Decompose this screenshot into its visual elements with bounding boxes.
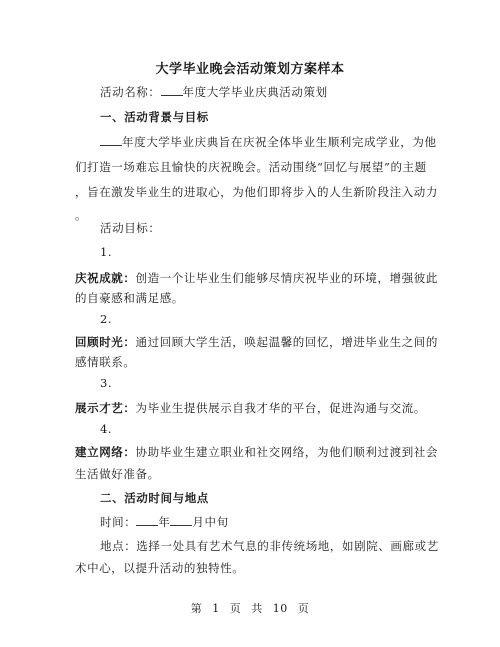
background-line-1 [100, 134, 437, 150]
goal-2-line-2: 感情联系。 [75, 355, 136, 369]
goal-4-text: 协助毕业生建立职业和社交网络，为他们顺利过渡到社会 [135, 445, 438, 459]
time-label: 时间： [100, 515, 137, 529]
goal-4-number: 4. [100, 422, 113, 436]
event-name-value: 年度大学毕业庆典活动策划 [182, 85, 328, 99]
place-line-1: 地点：选择一处具有艺术气息的非传统场地，如剧院、画廊或艺 [100, 539, 439, 553]
background-text-1: 年度大学毕业庆典旨在庆祝全体毕业生顺利完成学业，为他 [122, 135, 437, 149]
goal-1-text: 创造一个让毕业生们能够尽情庆祝毕业的环境，增强彼此 [135, 271, 438, 285]
event-name-label: 活动名称： [100, 85, 161, 99]
footer-ye: 页 [229, 602, 242, 615]
event-name-line [100, 84, 328, 100]
footer-di: 第 [190, 602, 203, 615]
blank-underline [161, 85, 183, 96]
goal-2-text: 通过回顾大学生活，唤起温馨的回忆，增进毕业生之间的 [135, 335, 438, 349]
page-footer [0, 600, 500, 616]
goals-label: 活动目标： [100, 221, 161, 235]
blank-underline [170, 515, 192, 526]
time-year: 年 [158, 515, 171, 529]
goal-2-title: 回顾时光： [75, 335, 136, 349]
blank-underline [136, 515, 158, 526]
time-month: 月中旬 [192, 515, 229, 529]
goal-4-title: 建立网络： [75, 445, 136, 459]
footer-page-number: 1 [212, 602, 220, 615]
blank-underline [100, 135, 122, 146]
document-title: 大学毕业晚会活动策划方案样本 [155, 62, 345, 77]
goal-4-line-2: 生活做好准备。 [75, 467, 160, 481]
goal-3-number: 3. [100, 376, 113, 390]
footer-ye2: 页 [297, 602, 310, 615]
goal-3-text: 为毕业生提供展示自我才华的平台，促进沟通与交流。 [135, 401, 426, 415]
footer-total-pages: 10 [272, 602, 288, 615]
goal-4-line-1 [75, 444, 438, 460]
section1-heading: 一、活动背景与目标 [100, 110, 209, 124]
goal-2-line-1 [75, 334, 438, 350]
place-line-2: 术中心，以提升活动的独特性。 [75, 561, 245, 575]
goal-1-title: 庆祝成就： [75, 271, 136, 285]
footer-gong: 共 [251, 602, 263, 615]
goal-1-line-1 [75, 270, 438, 286]
background-line-3: ，旨在激发毕业生的进取心，为他们即将步入的人生新阶段注入动力 [75, 185, 438, 199]
goal-3-title: 展示才艺： [75, 401, 136, 415]
background-line-4: 。 [75, 208, 88, 222]
background-line-2: 们打造一场难忘且愉快的庆祝晚会。活动围绕“回忆与展望”的主题 [75, 160, 427, 174]
goal-2-number: 2. [100, 312, 113, 326]
goal-1-number: 1. [100, 245, 113, 259]
goal-1-line-2: 的自豪感和满足感。 [75, 291, 184, 305]
time-line [100, 514, 229, 530]
section2-heading: 二、活动时间与地点 [100, 491, 209, 505]
goal-3-line-1 [75, 400, 426, 416]
